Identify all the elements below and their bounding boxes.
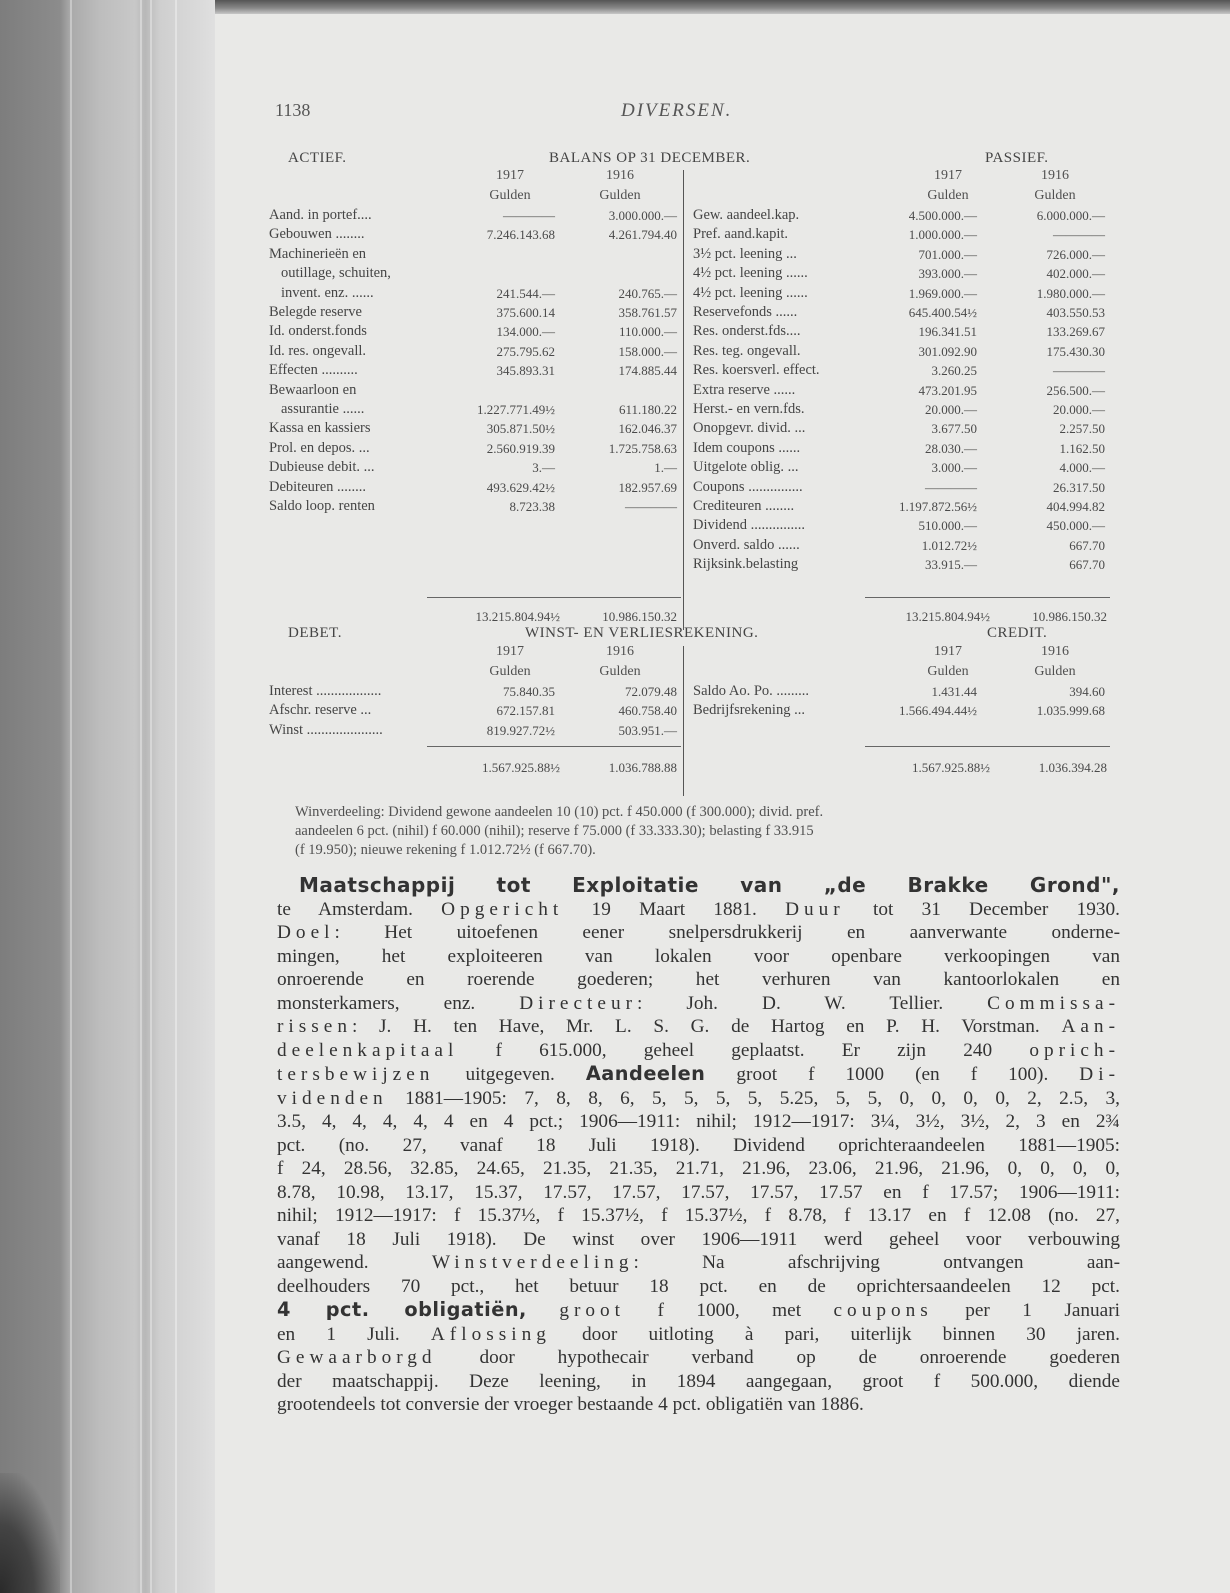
credit-unit-1916: Gulden — [1034, 664, 1076, 679]
passief-row-value-1917: 1.012.72½ — [921, 537, 977, 553]
text-run: aangewend. — [277, 1252, 432, 1273]
spaced-term: oprich- — [1029, 1039, 1120, 1061]
debet-row-value-1916: 72.079.48 — [625, 684, 677, 699]
passief-row-value-1917: 3.260.25 — [931, 363, 977, 379]
debet-row-label: Winst ..................... — [269, 721, 383, 738]
passief-row-label: Extra reserve ...... — [693, 381, 796, 398]
passief-row-value-1917: 4.500.000.— — [908, 208, 977, 223]
credit-total-1916: 1.036.394.28 — [1038, 760, 1107, 775]
debet-row-value-1916: 503.951.— — [618, 722, 677, 738]
paragraph-line — [277, 1181, 1120, 1205]
passief-row-value-1916: 1.162.50 — [1059, 440, 1105, 456]
paragraph-line — [277, 1039, 1120, 1063]
actief-row-value-1917: 305.871.50½ — [486, 421, 555, 437]
passief-row-value-1916: 2.257.50 — [1059, 421, 1105, 437]
spaced-term: Aan- — [1061, 1016, 1120, 1037]
text-run: door hypothecair verband op de onroerende goederen — [436, 1347, 1120, 1368]
text-run: te Amsterdam. — [277, 898, 442, 920]
passief-row-label: Herst.- en vern.fds. — [693, 401, 805, 417]
passief-row-label: Dividend ............... — [693, 517, 805, 534]
company-name-heading: Maatschappij tot Exploitatie van „de Brakke Grond", — [299, 873, 1120, 897]
paragraph-line — [277, 992, 1120, 1016]
actief-row-label: assurantie ...... — [281, 401, 365, 417]
actief-row-value-1916: 358.761.57 — [618, 305, 677, 320]
passief-row-value-1917: 1.969.000.— — [908, 285, 977, 301]
text-run: grootendeels tot conversie der vroeger bestaande 4 pct. obligatiën van 1886. — [277, 1394, 864, 1415]
spaced-term: tersbewijzen — [277, 1064, 435, 1085]
paragraph-line — [277, 1393, 1120, 1417]
passief-row-value-1916: 20.000.— — [1053, 402, 1105, 417]
bold-term: 4 pct. obligatiën, — [277, 1298, 527, 1321]
paragraph-line — [277, 1346, 1120, 1370]
credit-row-label: Bedrijfsrekening ... — [693, 702, 805, 719]
passief-row-label: 4½ pct. leening ...... — [693, 284, 808, 301]
running-head: DIVERSEN. — [621, 100, 733, 121]
actief-row-value-1917: 345.893.31 — [496, 363, 555, 379]
paragraph-line — [277, 1204, 1120, 1228]
passief-row-value-1916: 133.269.67 — [1046, 324, 1105, 340]
pnl-title: WINST- EN VERLIESREKENING. — [525, 625, 759, 641]
spaced-term: coupons — [833, 1300, 933, 1321]
actief-row-value-1917: 8.723.38 — [509, 499, 555, 514]
credit-row-value-1917: 1.431.44 — [931, 684, 977, 699]
spaced-term: Opgericht — [441, 898, 564, 920]
passief-row-label: Onverd. saldo ...... — [693, 536, 800, 553]
passief-row-label: Idem coupons ...... — [693, 439, 801, 456]
credit-row-value-1917: 1.566.494.44½ — [899, 703, 977, 719]
text-run: uitgegeven. — [434, 1064, 586, 1085]
text-run: f 615.000, geheel geplaatst. Er zijn 240 — [458, 1039, 1030, 1061]
text-run: nihil; 1912—1917: f 15.37½, f 15.37½, f 15.37½, f 8.78, f 13.17 en f 12.08 (no. 27, — [277, 1205, 1120, 1226]
actief-total-rule — [427, 597, 681, 598]
paragraph-line — [277, 1157, 1120, 1181]
actief-row-label: Gebouwen ........ — [269, 226, 365, 243]
paragraph-line — [277, 1015, 1120, 1039]
paragraph-line — [277, 1134, 1120, 1158]
note-line: Winverdeeling: Dividend gewone aandeelen 10 (10) pct. f 450.000 (f 300.000); divid. pref. — [295, 804, 824, 820]
debet-row-value-1917: 75.840.35 — [503, 684, 555, 699]
credit-row-label: Saldo Ao. Po. ......... — [693, 683, 810, 699]
passief-row-value-1916: 6.000.000.— — [1036, 208, 1105, 223]
actief-row-label: Machinerieën en — [269, 245, 367, 262]
text-run: per 1 Januari — [932, 1300, 1121, 1321]
passief-row-value-1917: 196.341.51 — [918, 324, 977, 340]
text-run — [527, 1300, 559, 1321]
actief-row-value-1916: 3.000.000.— — [608, 208, 677, 223]
book-page — [215, 14, 1230, 1593]
debet-row-label: Afschr. reserve ... — [269, 702, 372, 719]
spaced-term: Doel — [277, 922, 335, 943]
actief-year-1917: 1917 — [496, 168, 524, 183]
actief-unit-1916: Gulden — [599, 188, 641, 203]
passief-row-value-1916: 667.70 — [1069, 537, 1105, 553]
passief-row-label: Res. teg. ongevall. — [693, 342, 801, 359]
passief-row-value-1917: 701.000.— — [918, 246, 977, 262]
actief-row-value-1917: 7.246.143.68 — [486, 227, 555, 243]
actief-row-label: invent. enz. ...... — [281, 284, 374, 301]
passief-row-label: Crediteuren ........ — [693, 498, 795, 514]
credit-label: CREDIT. — [987, 625, 1048, 641]
passief-row-value-1916: 1.980.000.— — [1036, 285, 1105, 301]
paragraph-line — [277, 1370, 1120, 1394]
text-run: : Het uitoefenen eener snelpersdrukkerij en aanverwante onderne- — [334, 922, 1120, 943]
text-run: onroerende en roerende goederen; het verhuren van kantoorlokalen en — [277, 969, 1120, 990]
actief-year-1916: 1916 — [606, 168, 634, 183]
debet-row-value-1916: 460.758.40 — [618, 703, 677, 719]
actief-row-label: outillage, schuiten, — [281, 265, 391, 282]
passief-row-value-1917: 473.201.95 — [918, 382, 977, 398]
paragraph-line — [277, 898, 1120, 922]
bold-term: Aandeelen — [585, 1062, 706, 1085]
text-run: tot 31 December 1930. — [844, 898, 1121, 920]
text-run: pct. (no. 27, vanaf 18 Juli 1918). Dividend oprichteraandeelen 1881—1905: — [277, 1134, 1120, 1156]
actief-row-label: Bewaarloon en — [269, 381, 357, 398]
text-run: 3.5, 4, 4, 4, 4, 4 en 4 pct.; 1906—1911: nihil; 1912—1917: 3¼, 3½, 3½, 2, 3 en 2¾ — [277, 1111, 1120, 1132]
spaced-term: deelenkapitaal — [277, 1039, 459, 1061]
text-run: f 24, 28.56, 32.85, 24.65, 21.35, 21.35, 21.71, 21.96, 23.06, 21.96, 21.96, 0, 0, 0, 0, — [277, 1158, 1120, 1179]
passief-row-label: Pref. aand.kapit. — [693, 226, 789, 243]
actief-row-value-1916: 110.000.— — [618, 324, 677, 340]
spaced-term: Directeur — [519, 992, 638, 1014]
credit-unit-1917: Gulden — [927, 664, 969, 679]
text-run: : Na afschrijving ontvangen aan- — [633, 1252, 1120, 1273]
passief-row-value-1916: 667.70 — [1069, 557, 1105, 573]
paragraph-line — [277, 1275, 1120, 1299]
actief-row-value-1917: 1.227.771.49½ — [477, 402, 555, 417]
passief-row-value-1916: 402.000.— — [1046, 266, 1105, 282]
passief-row-value-1916: ———— — [1053, 227, 1105, 243]
text-run: monsterkamers, enz. — [277, 992, 520, 1014]
paragraph-line — [277, 921, 1120, 945]
spaced-term: Aflossing — [430, 1323, 551, 1345]
spaced-term: Duur — [785, 898, 845, 920]
actief-row-value-1917: 2.560.919.39 — [486, 440, 555, 456]
credit-total-rule — [865, 746, 1110, 747]
passief-row-label: 4½ pct. leening ...... — [693, 265, 808, 282]
actief-total-1916: 10.986.150.32 — [602, 609, 677, 624]
actief-row-label: Saldo loop. renten — [269, 498, 375, 514]
passief-row-value-1916: 175.430.30 — [1046, 343, 1105, 359]
spaced-term: groot — [559, 1300, 626, 1321]
debet-label: DEBET. — [288, 625, 342, 641]
actief-total-1917: 13.215.804.94½ — [475, 609, 560, 624]
actief-row-value-1917: ———— — [503, 208, 555, 223]
passief-row-label: Res. onderst.fds.... — [693, 323, 801, 340]
debet-year-1916: 1916 — [606, 644, 634, 659]
actief-row-label: Prol. en depos. ... — [269, 439, 370, 456]
actief-row-label: Id. res. ongevall. — [269, 342, 367, 359]
credit-year-1916: 1916 — [1041, 644, 1069, 659]
note-line: (f 19.950); nieuwe rekening f 1.012.72½ (f 667.70). — [295, 842, 596, 858]
passief-unit-1916: Gulden — [1034, 188, 1076, 203]
spaced-term: rissen — [277, 1016, 352, 1037]
actief-unit-1917: Gulden — [489, 188, 531, 203]
spaced-term: Winstverdeeling — [431, 1252, 634, 1273]
actief-row-label: Debiteuren ........ — [269, 478, 367, 495]
credit-total-1917: 1.567.925.88½ — [912, 760, 990, 775]
text-run: f 1000, met — [625, 1300, 834, 1321]
text-run: 1881—1905: 7, 8, 8, 6, 5, 5, 5, 5, 5.25, 5, 5, 0, 0, 0, 0, 2, 2.5, 3, — [387, 1087, 1120, 1109]
passief-row-value-1917: 28.030.— — [925, 440, 977, 456]
passief-total-1917: 13.215.804.94½ — [905, 609, 990, 624]
text-run: mingen, het exploiteeren van lokalen voor openbare verkoopingen van — [277, 945, 1120, 967]
actief-row-label: Aand. in portef.... — [269, 207, 372, 223]
passief-row-label: Reservefonds ...... — [693, 304, 798, 320]
actief-row-value-1917: 241.544.— — [496, 285, 555, 301]
spaced-term: Di- — [1079, 1064, 1120, 1085]
credit-row-value-1916: 394.60 — [1069, 684, 1105, 699]
passief-row-label: Coupons ............... — [693, 478, 803, 495]
passief-row-label: 3½ pct. leening ... — [693, 245, 797, 262]
paragraph-line — [277, 968, 1120, 992]
passief-row-value-1917: 3.677.50 — [931, 421, 977, 437]
spaced-term: videnden — [277, 1087, 388, 1109]
passief-row-value-1917: 393.000.— — [918, 266, 977, 282]
passief-row-value-1916: 726.000.— — [1046, 246, 1105, 262]
passief-row-label: Onopgevr. divid. ... — [693, 420, 806, 437]
paragraph-line — [277, 1087, 1120, 1111]
passief-row-value-1916: ———— — [1053, 363, 1105, 379]
passief-row-label: Gew. aandeel.kap. — [693, 207, 800, 223]
actief-row-label: Dubieuse debit. ... — [269, 459, 375, 476]
debet-row-value-1917: 672.157.81 — [496, 703, 555, 719]
pnl-divider — [683, 646, 684, 796]
actief-row-value-1916: 182.957.69 — [618, 479, 677, 495]
passief-row-value-1917: 1.000.000.— — [908, 227, 977, 243]
actief-row-value-1916: 162.046.37 — [618, 421, 677, 437]
company-entry — [277, 874, 1120, 1417]
profit-distribution-note — [295, 803, 1125, 860]
balance-divider — [683, 170, 684, 630]
balance-title: BALANS OP 31 DECEMBER. — [549, 150, 751, 166]
passief-row-value-1916: 4.000.— — [1059, 460, 1105, 476]
actief-row-value-1916: 1.— — [654, 460, 677, 476]
debet-total-1916: 1.036.788.88 — [608, 760, 677, 775]
passief-row-label: Uitgelote oblig. ... — [693, 459, 799, 476]
passief-row-value-1917: 33.915.— — [925, 557, 977, 573]
page-number: 1138 — [275, 100, 311, 120]
company-description — [277, 898, 1120, 1417]
paragraph-line — [277, 945, 1120, 969]
passief-total-rule — [865, 597, 1110, 598]
text-run: : J. H. ten Have, Mr. L. S. G. de Hartog en P. H. Vorstman. — [351, 1016, 1062, 1037]
debet-unit-1917: Gulden — [489, 664, 531, 679]
actief-row-label: Belegde reserve — [269, 304, 362, 320]
actief-row-value-1916: 611.180.22 — [618, 402, 677, 417]
debet-total-1917: 1.567.925.88½ — [482, 760, 560, 775]
passief-total-1916: 10.986.150.32 — [1032, 609, 1107, 624]
actief-row-value-1917: 275.795.62 — [496, 343, 555, 359]
text-run: en 1 Juli. — [277, 1323, 431, 1345]
passief-year-1916: 1916 — [1041, 168, 1069, 183]
text-run: 8.78, 10.98, 13.17, 15.37, 17.57, 17.57, 17.57, 17.57, 17.57 en f 17.57; 1906—1911: — [277, 1181, 1120, 1203]
paragraph-line — [277, 1323, 1120, 1347]
passief-row-value-1916: 403.550.53 — [1046, 305, 1105, 320]
text-run: der maatschappij. Deze leening, in 1894 aangegaan, groot f 500.000, diende — [277, 1370, 1120, 1392]
passief-row-value-1916: 404.994.82 — [1046, 499, 1105, 514]
passief-unit-1917: Gulden — [927, 188, 969, 203]
passief-row-value-1917: 645.400.54½ — [908, 305, 977, 320]
text-run: vanaf 18 Juli 1918). De winst over 1906—1911 werd geheel voor verbouwing — [277, 1228, 1120, 1250]
actief-row-label: Id. onderst.fonds — [269, 323, 367, 340]
passief-row-value-1917: 3.000.— — [931, 460, 977, 476]
book-binding — [0, 0, 215, 1593]
passief-row-label: Rijksink.belasting — [693, 556, 799, 573]
passief-row-value-1917: 510.000.— — [918, 518, 977, 534]
passief-row-value-1916: 450.000.— — [1046, 518, 1105, 534]
actief-row-value-1916: 174.885.44 — [618, 363, 677, 379]
actief-row-value-1916: ———— — [625, 499, 677, 514]
passief-row-value-1917: 1.197.872.56½ — [899, 499, 977, 514]
actief-row-label: Effecten .......... — [269, 362, 358, 379]
actief-row-value-1917: 493.629.42½ — [486, 479, 555, 495]
paragraph-line — [277, 1110, 1120, 1134]
actief-row-label: Kassa en kassiers — [269, 420, 371, 437]
passief-row-value-1916: 256.500.— — [1046, 382, 1105, 398]
text-run: : Joh. D. W. Tellier. — [637, 992, 988, 1014]
actief-row-value-1916: 158.000.— — [618, 343, 677, 359]
debet-row-label: Interest .................. — [269, 683, 382, 699]
actief-row-value-1916: 4.261.794.40 — [608, 227, 677, 243]
debet-total-rule — [427, 746, 681, 747]
spaced-term: Gewaarborgd — [277, 1347, 437, 1368]
actief-row-value-1916: 240.765.— — [618, 285, 677, 301]
paragraph-line — [277, 1062, 1120, 1087]
paragraph-line — [277, 1298, 1120, 1323]
paragraph-line — [277, 1251, 1120, 1275]
passief-label: PASSIEF. — [985, 150, 1049, 166]
passief-row-value-1917: ———— — [925, 479, 977, 495]
paragraph-line — [277, 1228, 1120, 1252]
actief-row-value-1917: 3.— — [532, 460, 555, 476]
text-run: deelhouders 70 pct., het betuur 18 pct. en de oprichtersaandeelen 12 pct. — [277, 1275, 1120, 1297]
note-line: aandeelen 6 pct. (nihil) f 60.000 (nihil); reserve f 75.000 (f 33.333.30); belasting f 33.915 — [295, 823, 814, 839]
credit-year-1917: 1917 — [934, 644, 962, 659]
text-run: door uitloting à pari, uiterlijk binnen 30 jaren. — [550, 1323, 1121, 1345]
credit-row-value-1916: 1.035.999.68 — [1036, 703, 1105, 719]
passief-row-label: Res. koersverl. effect. — [693, 362, 820, 379]
passief-row-value-1917: 301.092.90 — [918, 343, 977, 359]
text-run: groot f 1000 (en f 100). — [705, 1064, 1080, 1085]
actief-row-value-1916: 1.725.758.63 — [608, 440, 677, 456]
debet-unit-1916: Gulden — [599, 664, 641, 679]
passief-row-value-1916: 26.317.50 — [1053, 479, 1105, 495]
text-run: 19 Maart 1881. — [563, 898, 786, 920]
debet-row-value-1917: 819.927.72½ — [486, 722, 555, 738]
actief-row-value-1917: 134.000.— — [496, 324, 555, 340]
passief-row-value-1917: 20.000.— — [925, 402, 977, 417]
debet-year-1917: 1917 — [496, 644, 524, 659]
spaced-term: Commissa- — [987, 992, 1120, 1014]
passief-year-1917: 1917 — [934, 168, 962, 183]
actief-label: ACTIEF. — [288, 150, 347, 166]
actief-row-value-1917: 375.600.14 — [496, 305, 555, 320]
